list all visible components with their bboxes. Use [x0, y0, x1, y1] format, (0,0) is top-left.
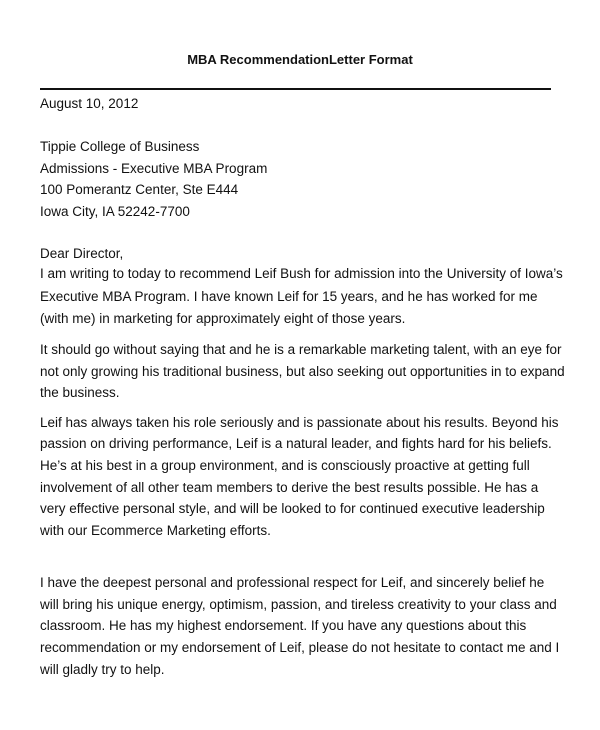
- paragraph-1-line-1: I am writing to today to recommend Leif Bush for admission into the University of Iowa’s: [40, 266, 563, 281]
- page-title: MBA RecommendationLetter Format: [187, 52, 413, 67]
- paragraph-3-line-6: with our Ecommerce Marketing efforts.: [40, 523, 271, 538]
- paragraph-3-line-1: Leif has always taken his role seriously and is passionate about his results. Beyond his: [40, 415, 559, 430]
- salutation: Dear Director,: [40, 246, 124, 261]
- paragraph-3-line-4: involvement of all other team members to derive the best results possible. He has a: [40, 480, 539, 495]
- paragraph-1-line-2: Executive MBA Program. I have known Leif for 15 years, and he has worked for me: [40, 289, 538, 304]
- recipient-line-1: Tippie College of Business: [40, 139, 200, 154]
- paragraph-3-line-5: very effective personal style, and will be looked to for continued executive leadership: [40, 501, 545, 516]
- paragraph-2-line-3: the business.: [40, 385, 120, 400]
- paragraph-4-line-3: classroom. He has my highest endorsement. If you have any questions about this: [40, 618, 527, 633]
- paragraph-1-line-3: (with me) in marketing for approximately eight of those years.: [40, 311, 406, 326]
- recipient-line-2: Admissions - Executive MBA Program: [40, 161, 268, 176]
- letter-date: August 10, 2012: [40, 96, 139, 111]
- paragraph-4-line-1: I have the deepest personal and professional respect for Leif, and sincerely belief he: [40, 575, 545, 590]
- paragraph-2-line-2: not only growing his traditional business, but also seeking out opportunities in to expand: [40, 364, 565, 379]
- recipient-line-3: 100 Pomerantz Center, Ste E444: [40, 182, 239, 197]
- paragraph-3-line-3: He’s at his best in a group environment, and is consciously proactive at getting full: [40, 458, 530, 473]
- paragraph-4-line-4: recommendation or my endorsement of Leif, please do not hesitate to contact me and I: [40, 640, 560, 655]
- paragraph-4-line-5: will gladly try to help.: [40, 662, 165, 677]
- paragraph-4-line-2: will bring his unique energy, optimism, passion, and tireless creativity to your class and: [40, 597, 557, 612]
- paragraph-3-line-2: passion on driving performance, Leif is a natural leader, and fights hard for his beliefs.: [40, 436, 552, 451]
- paragraph-2-line-1: It should go without saying that and he is a remarkable marketing talent, with an eye for: [40, 342, 562, 357]
- recipient-line-4: Iowa City, IA 52242-7700: [40, 204, 190, 219]
- title-divider: [40, 88, 551, 90]
